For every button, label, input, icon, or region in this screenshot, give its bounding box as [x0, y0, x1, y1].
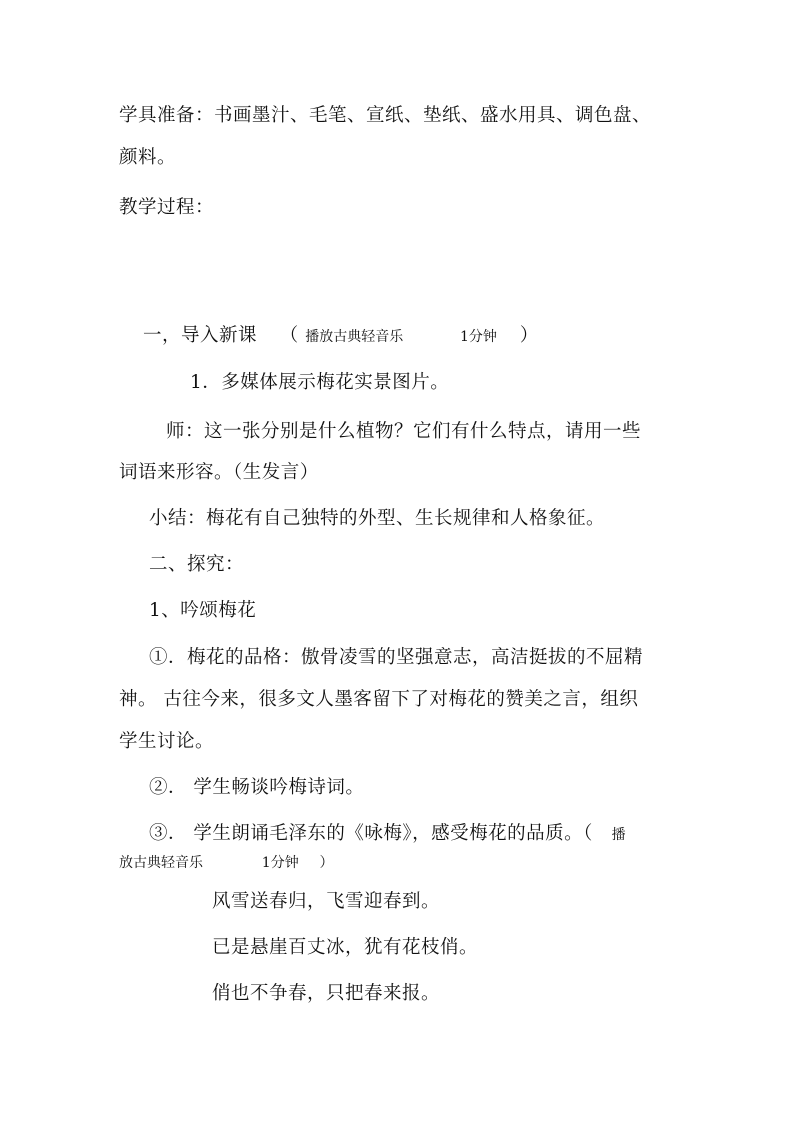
point1-line-1: ①．梅花的品格：傲骨凌雪的坚强意志，高洁挺拔的不屈精	[149, 647, 644, 668]
section1-note-time: 1分钟	[459, 329, 497, 345]
section1-note-text: 播放古典轻音乐	[305, 329, 404, 345]
point3-line-1-small: 播	[611, 827, 626, 843]
summary-line: 小结：梅花有自己独特的外型、生长规律和人格象征。	[149, 508, 606, 529]
poem-line-1: 风雪送春归，飞雪迎春到。	[212, 891, 441, 912]
point1-line-2: 神。 古往今来，很多文人墨客留下了对梅花的赞美之言，组织	[119, 689, 639, 710]
poem-line-3: 俏也不争春，只把春来报。	[212, 983, 441, 1004]
section1-title: 一，导入新课	[143, 325, 258, 346]
section1-note-open: （	[279, 325, 299, 346]
materials-line-2: 颜料。	[119, 147, 177, 168]
item1-line: 1．多媒体展示梅花实景图片。	[190, 372, 450, 393]
point3-note-close: ）	[319, 855, 334, 871]
point2-line: ②． 学生畅谈吟梅诗词。	[149, 777, 365, 798]
teacher-line-2: 词语来形容。（生发言）	[119, 462, 319, 483]
sub1-heading: 1、吟颂梅花	[149, 600, 257, 621]
point3-line-1-text: ③． 学生朗诵毛泽东的《咏梅》，感受梅花的品质。（	[149, 823, 593, 844]
point3-note-time: 1分钟	[261, 855, 299, 871]
poem-line-2: 已是悬崖百丈冰，犹有花枝俏。	[212, 937, 479, 958]
materials-line-1: 学具准备：书画墨汁、毛笔、宣纸、垫纸、盛水用具、调色盘、	[119, 105, 652, 126]
section1-heading	[143, 324, 539, 349]
teacher-line-1: 师：这一张分别是什么植物？它们有什么特点，请用一些	[166, 421, 642, 442]
point3-note-text: 放古典轻音乐	[119, 855, 203, 871]
process-heading: 教学过程：	[119, 197, 215, 218]
point3-line-2	[119, 850, 333, 875]
point3-line-1	[149, 822, 626, 847]
section1-note-close: ）	[519, 325, 539, 346]
point1-line-3: 学生讨论。	[119, 731, 215, 752]
section2-heading: 二、探究：	[149, 554, 245, 575]
